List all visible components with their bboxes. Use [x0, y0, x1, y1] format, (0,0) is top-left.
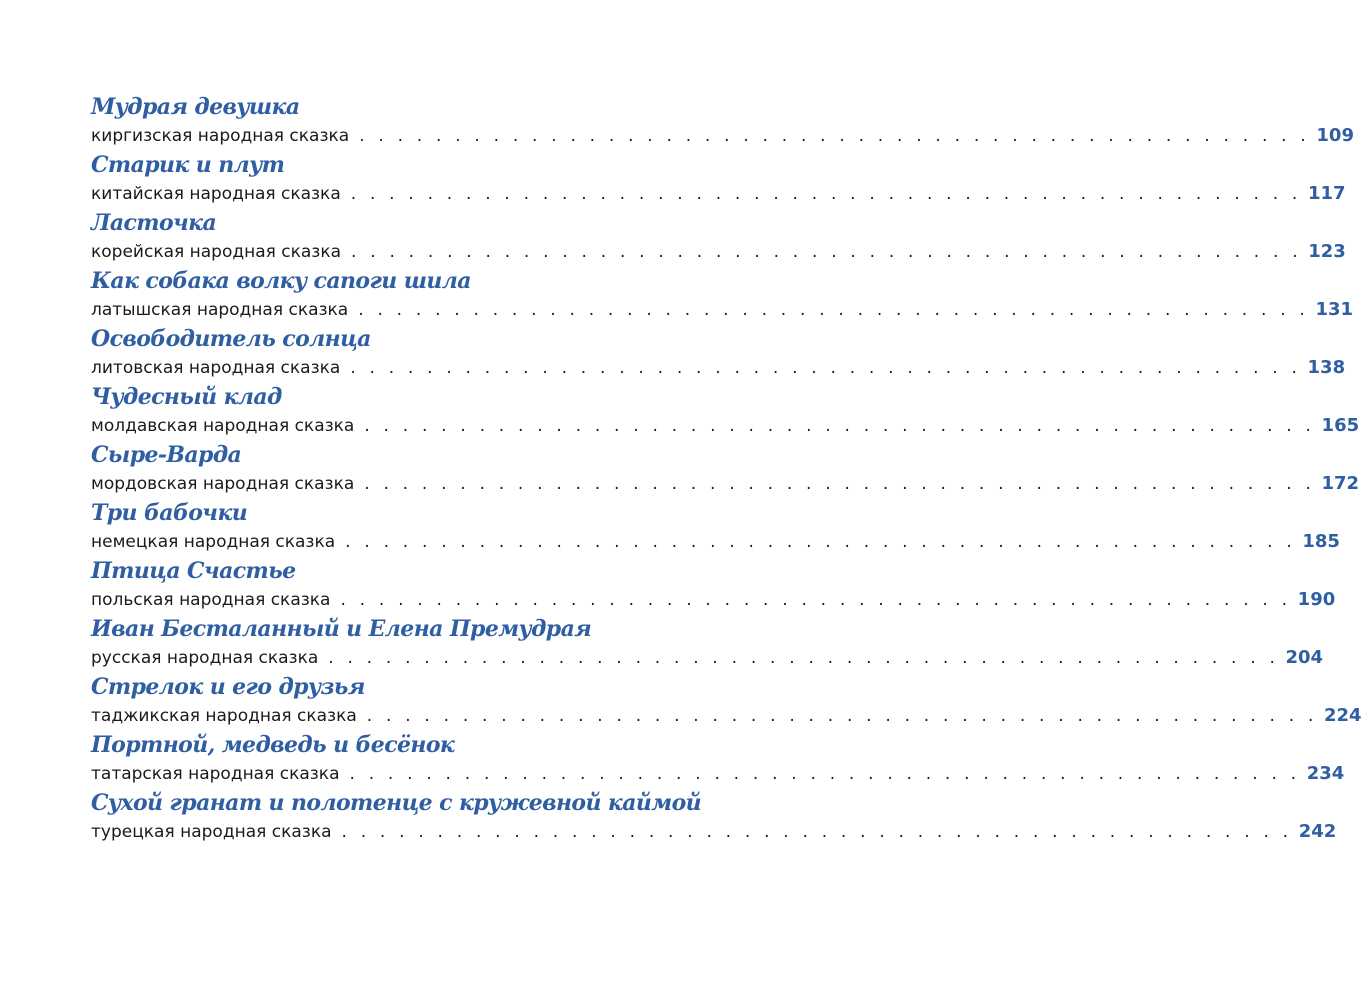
- toc-entry[interactable]: [91, 382, 1360, 440]
- toc-entry[interactable]: [91, 150, 1346, 208]
- toc-entry-page-number: 138: [1307, 357, 1346, 378]
- dot-leader: . . . . . . . . . . . . . . . . . . . . . . . . . . . . . . . . . . . . . . . . . . . . . . . . . .: [351, 242, 1302, 262]
- dot-leader: . . . . . . . . . . . . . . . . . . . . . . . . . . . . . . . . . . . . . . . . . . . . . . . . . .: [341, 822, 1293, 842]
- dot-leader: . . . . . . . . . . . . . . . . . . . . . . . . . . . . . . . . . . . . . . . . . . . . . . . . . .: [364, 416, 1316, 436]
- toc-entry-line: [91, 818, 1337, 846]
- toc-entry-page-number: 165: [1321, 415, 1360, 436]
- dot-leader: . . . . . . . . . . . . . . . . . . . . . . . . . . . . . . . . . . . . . . . . . . . . . . . . . .: [328, 648, 1280, 668]
- toc-entry-line: [91, 354, 1346, 382]
- toc-entry-page-number: 123: [1308, 241, 1346, 262]
- toc-entry[interactable]: [91, 92, 1354, 150]
- toc-entry-subtitle: мордовская народная сказка: [91, 474, 355, 494]
- toc-entry-line: [91, 296, 1354, 324]
- toc-entry-subtitle: таджикская народная сказка: [91, 706, 357, 726]
- toc-entry-subtitle: литовская народная сказка: [91, 358, 341, 378]
- dot-leader: . . . . . . . . . . . . . . . . . . . . . . . . . . . . . . . . . . . . . . . . . . . . . . . . . .: [366, 706, 1318, 726]
- toc-entry-title: Освободитель солнца: [91, 326, 371, 352]
- dot-leader: . . . . . . . . . . . . . . . . . . . . . . . . . . . . . . . . . . . . . . . . . . . . . . . . . .: [359, 126, 1310, 146]
- dot-leader: . . . . . . . . . . . . . . . . . . . . . . . . . . . . . . . . . . . . . . . . . . . . . . . . . .: [358, 300, 1310, 320]
- toc-entry-subtitle: китайская народная сказка: [91, 184, 341, 204]
- toc-entry[interactable]: [91, 614, 1324, 672]
- toc-entry-page-number: 242: [1298, 821, 1337, 842]
- toc-entry[interactable]: [91, 266, 1354, 324]
- toc-entry-line: [91, 702, 1362, 730]
- dot-leader: . . . . . . . . . . . . . . . . . . . . . . . . . . . . . . . . . . . . . . . . . . . . . . . . . .: [364, 474, 1316, 494]
- toc-entry-subtitle: русская народная сказка: [91, 648, 319, 668]
- toc-entry-line: [91, 586, 1336, 614]
- toc-entry-line: [91, 412, 1360, 440]
- toc-entry-subtitle: польская народная сказка: [91, 590, 331, 610]
- toc-entry-subtitle: татарская народная сказка: [91, 764, 340, 784]
- toc-entry-page-number: 190: [1297, 589, 1336, 610]
- toc-entry[interactable]: [91, 672, 1362, 730]
- toc-entry-title: Ласточка: [91, 210, 217, 236]
- toc-entry-page-number: 109: [1316, 125, 1354, 146]
- toc-entry-subtitle: корейская народная сказка: [91, 242, 342, 262]
- toc-entry-page-number: 117: [1307, 183, 1346, 204]
- toc-entry-page-number: 234: [1306, 763, 1345, 784]
- toc-entry-line: [91, 760, 1345, 788]
- toc-entry-title: Иван Бесталанный и Елена Премудрая: [91, 616, 592, 642]
- toc-entry-line: [91, 180, 1346, 208]
- toc-entry-subtitle: молдавская народная сказка: [91, 416, 355, 436]
- toc-entry-subtitle: латышская народная сказка: [91, 300, 349, 320]
- toc-entry-title: Сыре-Варда: [91, 442, 242, 468]
- toc-entry-page-number: 172: [1321, 473, 1360, 494]
- dot-leader: . . . . . . . . . . . . . . . . . . . . . . . . . . . . . . . . . . . . . . . . . . . . . . . . . .: [349, 764, 1301, 784]
- table-of-contents: [91, 92, 1362, 846]
- toc-entry-line: [91, 644, 1324, 672]
- toc-entry-title: Чудесный клад: [91, 384, 282, 410]
- dot-leader: . . . . . . . . . . . . . . . . . . . . . . . . . . . . . . . . . . . . . . . . . . . . . . . . . .: [345, 532, 1296, 552]
- toc-entry-line: [91, 470, 1360, 498]
- toc-entry[interactable]: [91, 208, 1346, 266]
- toc-entry[interactable]: [91, 440, 1360, 498]
- toc-entry-title: Мудрая девушка: [91, 94, 300, 120]
- toc-entry-line: [91, 122, 1354, 150]
- toc-entry-title: Старик и плут: [91, 152, 285, 178]
- toc-entry-title: Сухой гранат и полотенце с кружевной каймой: [91, 790, 702, 816]
- toc-entry-title: Три бабочки: [91, 500, 248, 526]
- toc-entry-line: [91, 238, 1346, 266]
- toc-entry-page-number: 224: [1323, 705, 1362, 726]
- dot-leader: . . . . . . . . . . . . . . . . . . . . . . . . . . . . . . . . . . . . . . . . . . . . . . . . . .: [340, 590, 1292, 610]
- toc-entry-subtitle: турецкая народная сказка: [91, 822, 332, 842]
- toc-entry-line: [91, 528, 1340, 556]
- dot-leader: . . . . . . . . . . . . . . . . . . . . . . . . . . . . . . . . . . . . . . . . . . . . . . . . . .: [350, 358, 1302, 378]
- toc-entry-page-number: 204: [1285, 647, 1324, 668]
- toc-entry-page-number: 131: [1315, 299, 1354, 320]
- toc-entry-title: Портной, медведь и бесёнок: [91, 732, 455, 758]
- toc-entry[interactable]: [91, 556, 1336, 614]
- dot-leader: . . . . . . . . . . . . . . . . . . . . . . . . . . . . . . . . . . . . . . . . . . . . . . . . . .: [350, 184, 1302, 204]
- toc-entry-title: Стрелок и его друзья: [91, 674, 365, 700]
- toc-entry-page-number: 185: [1302, 531, 1340, 552]
- toc-entry[interactable]: [91, 498, 1340, 556]
- toc-entry[interactable]: [91, 324, 1346, 382]
- toc-entry-title: Как собака волку сапоги шила: [91, 268, 471, 294]
- toc-entry[interactable]: [91, 788, 1337, 846]
- toc-entry[interactable]: [91, 730, 1345, 788]
- toc-entry-subtitle: немецкая народная сказка: [91, 532, 336, 552]
- toc-entry-subtitle: киргизская народная сказка: [91, 126, 350, 146]
- toc-entry-title: Птица Счастье: [91, 558, 296, 584]
